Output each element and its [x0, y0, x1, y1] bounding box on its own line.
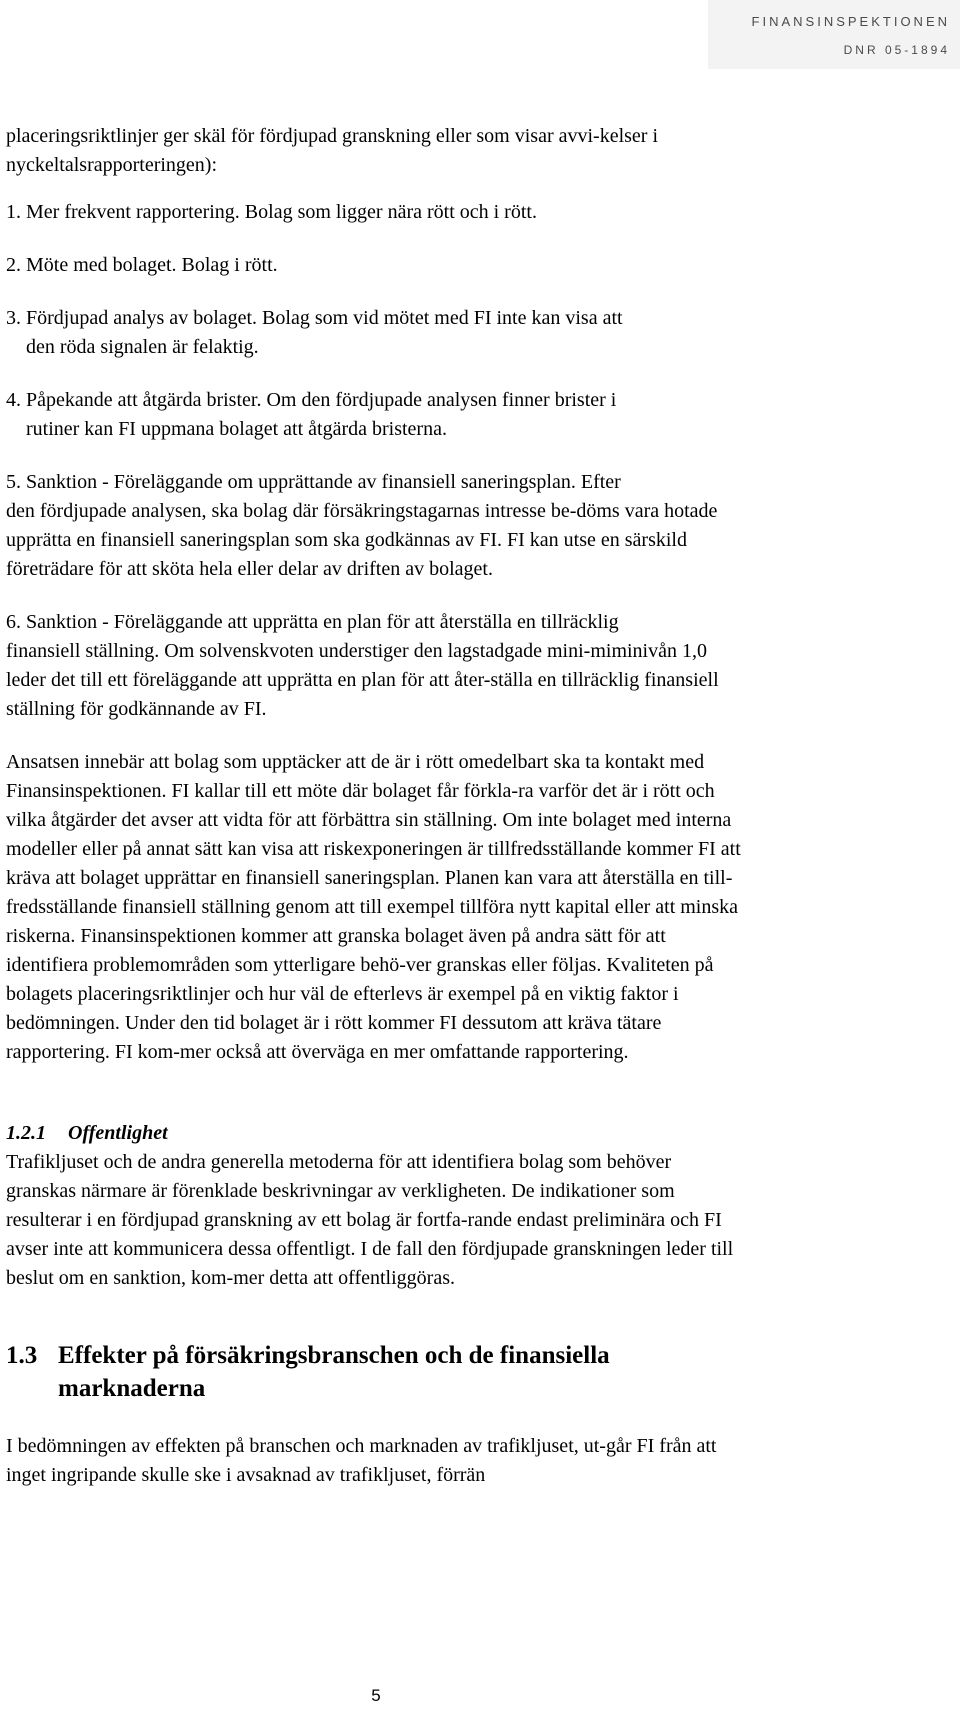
list-item-lead: 1. Mer frekvent rapportering. Bolag som ligger nära rött och i rött. — [6, 201, 537, 223]
section-title: Offentlighet — [68, 1122, 168, 1144]
list-item-lead: 6. Sanktion - Föreläggande att upprätta en plan för att återställa en tillräcklig — [6, 611, 619, 633]
section-1-3 — [6, 1339, 746, 1490]
section-heading — [6, 1119, 746, 1148]
list-item — [6, 251, 746, 280]
list-item — [6, 608, 746, 724]
list-item-continuation: den fördjupade analysen, ska bolag där försäkringstagarnas intresse be-döms vara hotade upprätta en finansiell saneringsplan som ska godkännas av FI. FI kan utse en särskild företrädare för att sköta hela eller delar av driften av bolaget. — [6, 500, 718, 580]
agency-name: FINANSINSPEKTIONEN — [751, 14, 950, 29]
list-item-lead: 4. Påpekande att åtgärda brister. Om den fördjupade analysen finner brister i — [6, 389, 617, 411]
section-number: 1.3 — [6, 1342, 38, 1369]
section-paragraph: I bedömningen av effekten på branschen och marknaden av trafikljuset, ut-går FI från att inget ingripande skulle ske i avsaknad av trafikljuset, förrän — [6, 1435, 717, 1486]
page-number: 5 — [371, 1686, 381, 1705]
list-item-lead: 3. Fördjupad analys av bolaget. Bolag som vid mötet med FI inte kan visa att — [6, 307, 623, 329]
list-item-lead: 2. Möte med bolaget. Bolag i rött. — [6, 254, 278, 276]
list-item — [6, 198, 746, 227]
section-heading — [6, 1339, 746, 1405]
intro-paragraph: placeringsriktlinjer ger skäl för fördjupad granskning eller som visar avvi-kelser i nyckeltalsrapporteringen): — [6, 125, 659, 176]
section-title: Effekter på försäkringsbranschen och de finansiella marknaderna — [58, 1342, 610, 1402]
main-paragraph: Ansatsen innebär att bolag som upptäcker att de är i rött omedelbart ska ta kontakt med Finansinspektionen. FI kallar till ett möte där bolaget får förkla-ra varför det är i rött och vilka åtgärder det avser att vidta för att förbättra sin ställning. Om inte bolaget med interna modeller eller på annat sätt kan visa att riskexponeringen är tillfredsställande kommer FI att kräva att bolaget upprättar en finansiell saneringsplan. Planen kan vara att återställa en till-fredsställande finansiell ställning genom att till exempel tillföra nytt kapital eller att minska riskerna. Finansinspektionen kommer att granska bolaget även på andra sätt för att identifiera problemområden som ytterligare behö-ver granskas eller följas. Kvaliteten på bolagets placeringsriktlinjer och hur väl de efterlevs är exempel på en viktig faktor i bedömningen. Under den tid bolaget är i rött kommer FI dessutom att kräva tätare rapportering. FI kom-mer också att överväga en mer omfattande rapportering. — [6, 751, 741, 1063]
document-number: DNR 05-1894 — [843, 43, 950, 57]
list-item-continuation: rutiner kan FI uppmana bolaget att åtgärda bristerna. — [26, 418, 447, 440]
list-item — [6, 304, 746, 362]
list-item-continuation: den röda signalen är felaktig. — [26, 336, 259, 358]
section-number: 1.2.1 — [6, 1122, 46, 1144]
document-body — [6, 122, 746, 1490]
list-item-continuation: finansiell ställning. Om solvenskvoten understiger den lagstadgade mini-miminivån 1,0 leder det till ett föreläggande att upprätta en plan för att åter-ställa en tillräcklig finansiell ställning för godkännande av FI. — [6, 640, 719, 720]
header-box — [708, 0, 960, 69]
list-item — [6, 468, 746, 584]
section-1-2-1 — [6, 1119, 746, 1293]
list-item-lead: 5. Sanktion - Föreläggande om upprättande av finansiell saneringsplan. Efter — [6, 471, 621, 493]
section-paragraph: Trafikljuset och de andra generella metoderna för att identifiera bolag som behöver granskas närmare är förenklade beskrivningar av verkligheten. De indikationer som resulterar i en fördjupad granskning av ett bolag är fortfa-rande endast preliminära och FI avser inte att kommunicera dessa offentligt. I de fall den fördjupade granskningen leder till beslut om en sanktion, kom-mer detta att offentliggöras. — [6, 1151, 734, 1289]
list-item — [6, 386, 746, 444]
